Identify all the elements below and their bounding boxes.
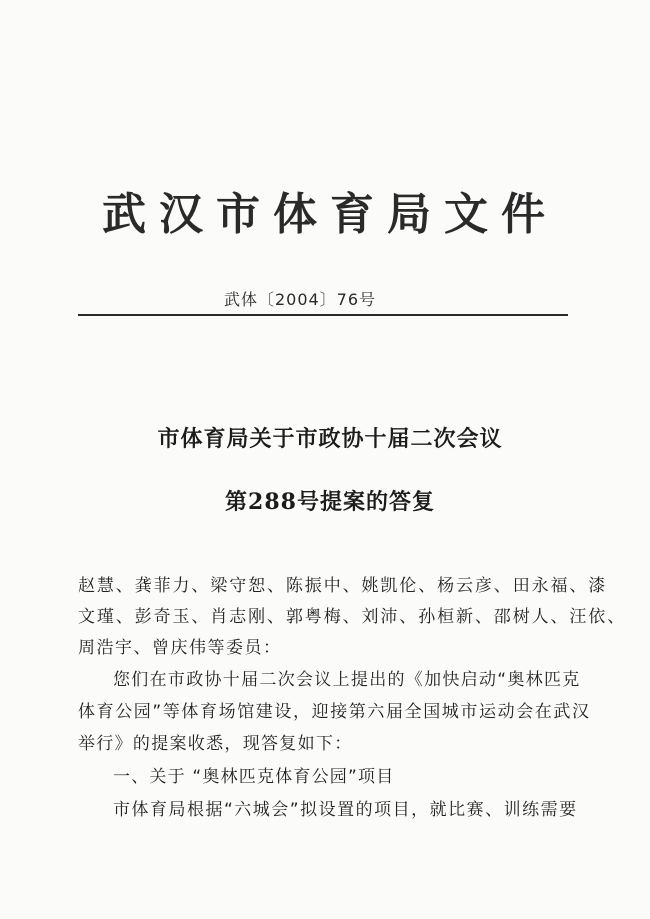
- body-line: 体育公园”等体育场馆建设，迎接第六届全国城市运动会在武汉: [78, 702, 591, 722]
- body-line: 举行》的提案收悉，现答复如下：: [78, 734, 353, 754]
- body-line: 市体育局根据“六城会”拟设置的项目，就比赛、训练需要: [113, 800, 578, 820]
- body-line: 赵慧、龚菲力、梁守恕、陈振中、姚凯伦、杨云彦、田永福、漆: [78, 576, 608, 596]
- header-divider: [78, 314, 568, 316]
- body-line: 您们在市政协十届二次会议上提出的《加快启动“奥林匹克: [113, 670, 581, 690]
- section-heading: 一、关于 “奥林匹克体育公园”项目: [113, 767, 395, 787]
- document-number: 武体〔2004〕76号: [223, 290, 377, 309]
- document-title-line-2: 第288号提案的答复: [225, 489, 435, 515]
- body-line: 周浩宇、曾庆伟等委员：: [78, 638, 282, 658]
- document-title-line-1: 市体育局关于市政协十届二次会议: [157, 426, 503, 452]
- document-header-title: 武汉市体育局文件: [102, 189, 558, 240]
- body-line: 文瑾、彭奇玉、肖志刚、郭粤梅、刘沛、孙桓新、邵树人、汪依、: [78, 607, 627, 627]
